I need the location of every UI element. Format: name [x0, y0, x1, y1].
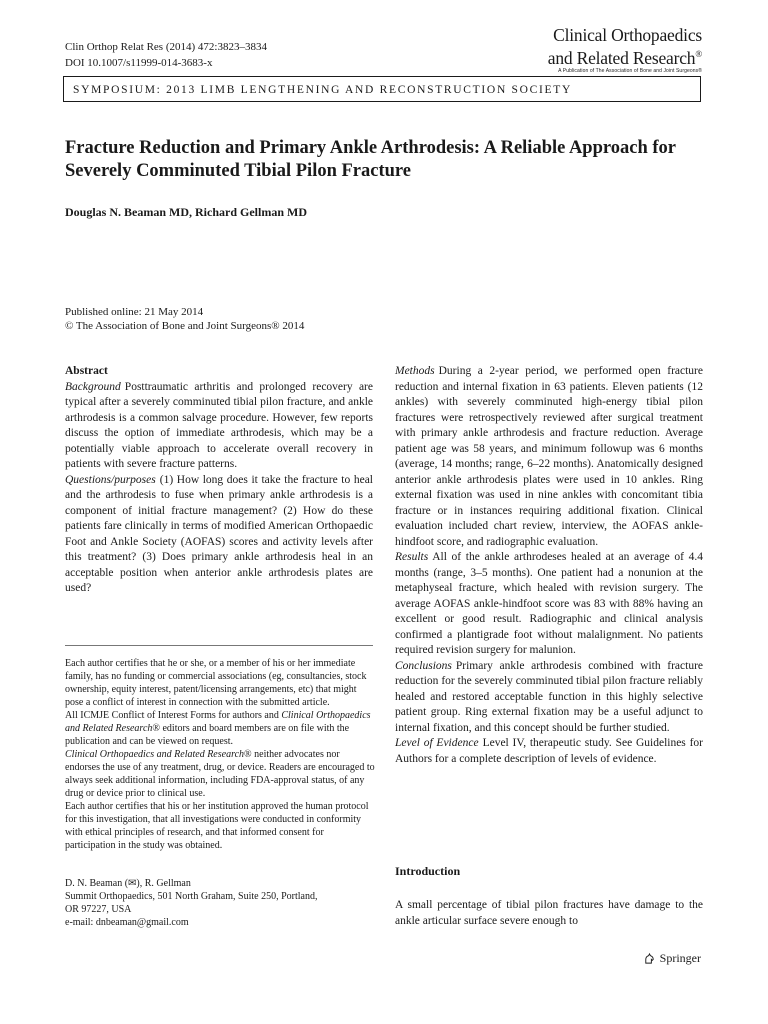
abstract-left-column	[65, 364, 373, 597]
abstract-level-of-evidence: Level of Evidence Level IV, therapeutic study. See Guidelines for Authors for a complete description of levels of evidence.	[395, 737, 703, 765]
author-list: Douglas N. Beaman MD, Richard Gellman MD	[65, 205, 307, 219]
journal-citation: Clin Orthop Relat Res (2014) 472:3823–3834	[65, 41, 267, 53]
journal-logo	[548, 26, 702, 75]
springer-horse-icon	[643, 952, 656, 965]
correspondence-address: Summit Orthopaedics, 501 North Graham, Suite 250, Portland,	[65, 891, 318, 902]
abstract-results: Results All of the ankle arthrodeses healed at an average of 4.4 months (range, 3–5 months). One patient had a nonunion at the metaphyseal fracture, which healed with revision surgery. The average AOFAS ankle-hindfoot score was 83 with 88% having an excellent or good result. Radiographic and clinical analysis confirmed a plantigrade foot without malalignment. No patients required revision surgery for malunion.	[395, 551, 703, 656]
journal-name-line1: Clinical Orthopaedics	[553, 25, 702, 45]
citation-block	[65, 39, 267, 71]
copyright: © The Association of Bone and Joint Surgeons® 2014	[65, 320, 305, 332]
correspondence-email[interactable]: e-mail: dnbeaman@gmail.com	[65, 917, 189, 928]
footnote-divider	[65, 645, 373, 646]
abstract-right-column	[395, 364, 703, 767]
journal-subtitle: A Publication of The Association of Bone and Joint Surgeons®	[558, 67, 702, 74]
published-date: Published online: 21 May 2014	[65, 306, 204, 318]
footnotes	[65, 657, 375, 852]
correspondence	[65, 877, 375, 929]
abstract-conclusions: Conclusions Primary ankle arthrodesis combined with fracture reduction for the severely comminuted tibial pilon fracture reliably healed and restored acceptable function in this highly selective patient group. Ring external fixation may be a useful adjunct to internal fixation, and this concept should be further studied.	[395, 659, 703, 734]
abstract-questions: Questions/purposes (1) How long does it take the fracture to heal and the arthrodesis to fuse when primary ankle arthrodesis is a component of initial fracture management? (2) How do these patients fare clinically in terms of modified American Orthopaedic Foot and Ankle Society (AOFAS) scores and activity levels after this treatment? (3) Does primary ankle arthrodesis heal in an acceptable position when anterior ankle arthrodesis plates are used?	[65, 473, 373, 594]
correspondence-address-2: OR 97227, USA	[65, 904, 132, 915]
doi[interactable]: DOI 10.1007/s11999-014-3683-x	[65, 57, 213, 69]
introduction-heading: Introduction	[395, 864, 461, 878]
footnote-coi: Each author certifies that he or she, or a member of his or her immediate family, has no funding or commercial associations (eg, consultancies, stock ownership, equity interest, patent/licensing arrangements, etc) that might pose a conflict of interest in connection with the submitted article.	[65, 658, 367, 708]
publisher-logo	[643, 951, 701, 966]
publication-info	[65, 305, 304, 333]
abstract-methods: Methods During a 2-year period, we performed open fracture reduction and internal fixation in 63 patients. Eleven patients (12 ankles) with severely comminuted high-energy tibial pilon fractures were retrospectively reviewed after surgical treatment with primary ankle arthrodesis and fracture reduction. Average patient age was 58 years, and minimum followup was 6 months (average, 14 months; range, 6–22 months). Anatomically designed anterior ankle arthrodesis plates were used in 10 ankles. Ring external fixation was used in nine ankles with concomitant tibia fracture or in instances requiring additional fixation. Clinical evaluation included chart review, interview, the AOFAS ankle-hindfoot score, and radiographic evaluation.	[395, 365, 703, 548]
introduction-text: A small percentage of tibial pilon fractures have damage to the ankle articular surface severe enough to	[395, 899, 703, 927]
symposium-banner: SYMPOSIUM: 2013 LIMB LENGTHENING AND RECONSTRUCTION SOCIETY	[63, 76, 701, 102]
abstract-background: Background Posttraumatic arthritis and prolonged recovery are typical after a severely comminuted tibial pilon fracture, and ankle arthrodesis is a common salvage procedure. However, few reports discuss the option of immediate arthrodesis, which may be a potentially viable approach to accelerate overall recovery in patients with severe fracture patterns.	[65, 380, 373, 470]
article-title: Fracture Reduction and Primary Ankle Arthrodesis: A Reliable Approach for Severely Comminuted Tibial Pilon Fracture	[65, 138, 676, 181]
correspondence-names: D. N. Beaman (✉), R. Gellman	[65, 878, 191, 889]
footnote-irb: Each author certifies that his or her institution approved the human protocol for this investigation, that all investigations were conducted in conformity with ethical principles of research, and that informed consent for participation in the study was obtained.	[65, 801, 369, 851]
journal-name-line2: and Related Research®	[547, 47, 702, 68]
publisher-name: Springer	[659, 951, 701, 965]
abstract-heading: Abstract	[65, 365, 108, 377]
footnote-icmje: All ICMJE Conflict of Interest Forms for authors and Clinical Orthopaedics and Related Research® editors and board members are on file with the publication and can be viewed on request.	[65, 710, 371, 747]
footnote-disclaimer: Clinical Orthopaedics and Related Research® neither advocates nor endorses the use of any treatment, drug, or device. Readers are encouraged to always seek additional information, including FDA-approval status, of any drug or device prior to clinical use.	[65, 749, 375, 799]
